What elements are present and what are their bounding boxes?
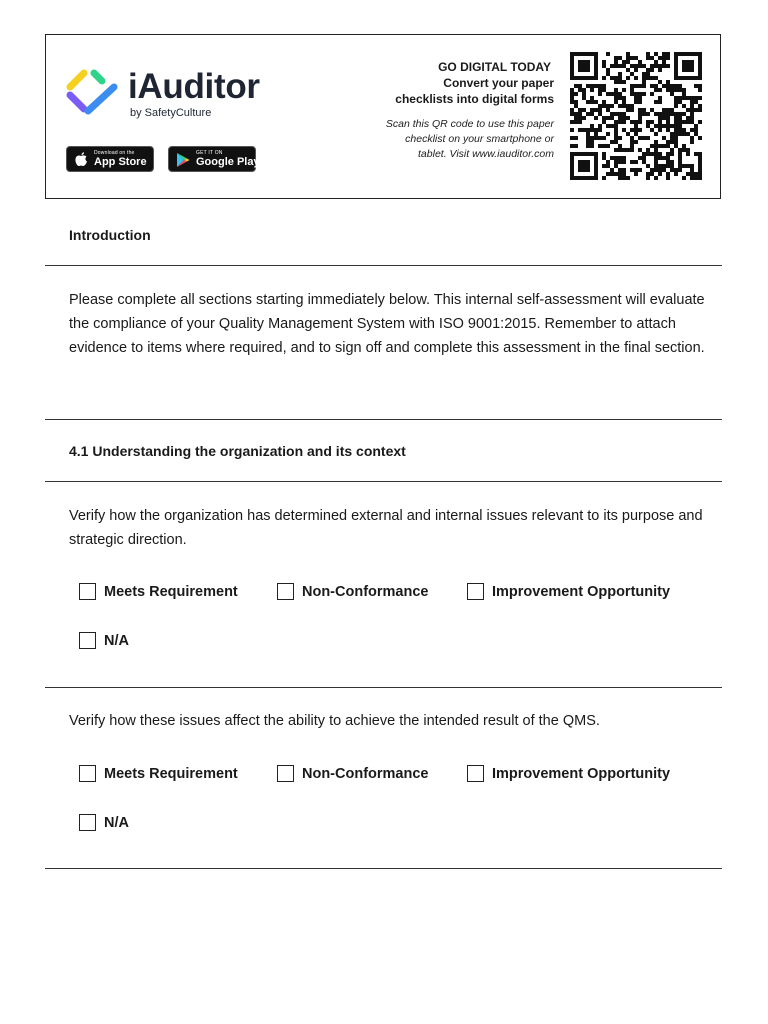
divider [45,265,722,266]
section-heading: 4.1 Understanding the organization and its context [69,443,406,459]
option-label: N/A [104,815,129,831]
promo-line-3: checklists into digital forms [395,92,554,106]
iauditor-logo-icon [66,67,120,119]
google-play-button[interactable] [168,146,260,172]
checkbox[interactable] [277,765,294,782]
option-label: Improvement Opportunity [492,584,671,600]
option-label: Meets Requirement [104,584,238,600]
apple-icon [74,152,88,168]
option-label: Non-Conformance [302,766,429,782]
app-store-small-label: Download on the [94,150,135,156]
checkbox[interactable] [79,632,96,649]
divider [45,419,722,420]
option-label: N/A [104,633,129,649]
question-text: Verify how these issues affect the ability to achieve the intended result of the QMS. [69,713,600,729]
google-play-label: Google Play [196,156,260,168]
intro-heading: Introduction [69,227,151,243]
question-text: Verify how the organization has determined external and internal issues relevant to its purpose and strategic direction. [69,508,703,548]
intro-body: Please complete all sections starting immediately below. This internal self-assessment will evaluate the compliance of your Quality Management System with ISO 9001:2015. Remember to attach evidence to items where required, and to sign off and complete this assessment in the final section. [69,292,705,356]
promo-text [395,59,554,107]
app-store-label: App Store [94,156,147,168]
logo-title: iAuditor [128,67,260,106]
divider [45,687,722,688]
checkbox[interactable] [277,583,294,600]
option-label: Non-Conformance [302,584,429,600]
google-play-small-label: GET IT ON [196,150,223,156]
logo-subtitle: by SafetyCulture [130,107,212,119]
checkbox[interactable] [79,814,96,831]
divider [45,868,722,869]
checkbox[interactable] [467,583,484,600]
promo-note: Scan this QR code to use this paper checklist on your smartphone or tablet. Visit www.iauditor.com [385,118,554,160]
option-label: Improvement Opportunity [492,766,671,782]
checkbox[interactable] [79,583,96,600]
promo-heading: GO DIGITAL TODAY [438,60,551,74]
promo-line-2: Convert your paper [443,76,554,90]
google-play-icon [176,152,190,168]
checkbox[interactable] [79,765,96,782]
app-store-button[interactable] [66,146,154,172]
divider [45,481,722,482]
qr-code[interactable] [570,52,702,180]
checkbox[interactable] [467,765,484,782]
option-label: Meets Requirement [104,766,238,782]
iauditor-logo [66,67,306,122]
promo-banner [45,34,721,199]
